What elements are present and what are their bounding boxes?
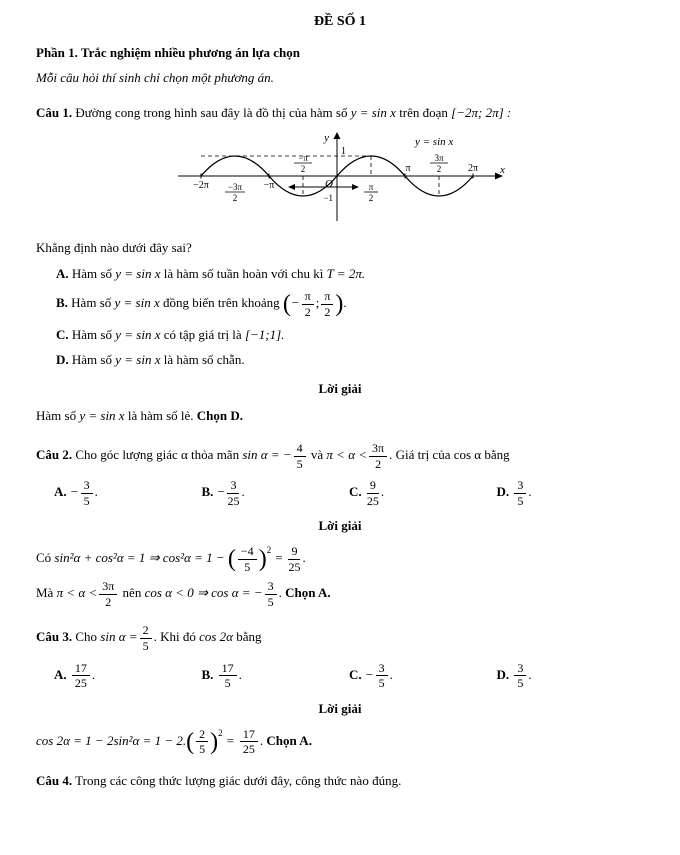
q3-intro-math: cos 2α <box>199 629 233 645</box>
option-math: y = sin x <box>114 295 160 311</box>
tick-neg-2pi: −2π <box>193 179 209 191</box>
fraction <box>240 728 258 756</box>
option-text: đồng biến trên khoảng <box>163 295 280 311</box>
frac-num: π <box>321 290 333 305</box>
q1-option-b <box>56 290 644 318</box>
frac-den: 5 <box>83 493 90 508</box>
period: . <box>389 666 393 682</box>
solution-math: π < α < <box>56 585 98 601</box>
fraction <box>367 479 379 507</box>
period: . <box>302 550 306 566</box>
frac-num: −π <box>298 152 308 163</box>
q1-solution-heading: Lời giải <box>318 381 362 397</box>
solution-math: = <box>225 732 235 748</box>
interval-arrow-right <box>352 184 359 190</box>
q2-solution-line2 <box>36 580 644 608</box>
tick-3pi-2 <box>430 153 448 174</box>
period: . <box>528 666 532 682</box>
frac-num: 3 <box>514 662 526 677</box>
period: . <box>380 484 385 500</box>
solution-math: cos α < 0 ⇒ cos α = − <box>144 585 263 601</box>
period: . <box>91 666 96 682</box>
frac-num: 3 <box>514 479 526 494</box>
origin-label: O <box>325 177 333 190</box>
fraction <box>294 442 306 470</box>
period: . <box>278 585 282 601</box>
frac-num: 3 <box>376 662 388 677</box>
sine-graph <box>36 130 644 232</box>
q1-intro-math: y = sin x <box>350 104 396 120</box>
frac-num: π <box>368 181 374 192</box>
q1-option-d <box>56 351 644 370</box>
frac-den: 5 <box>296 456 303 471</box>
frac-den: 2 <box>304 304 311 319</box>
frac-den: 2 <box>300 163 306 174</box>
q3-solution <box>36 727 644 756</box>
q1-solution <box>36 407 644 426</box>
fraction <box>219 662 237 690</box>
tick-pi-2 <box>364 182 378 203</box>
y-neg-one-label: −1 <box>323 192 333 203</box>
option-label: D. <box>496 484 510 500</box>
q2-solution-line1 <box>36 544 644 573</box>
q1-intro-interval: [−2π; 2π] : <box>451 104 512 120</box>
q1-intro-mid: trên đoạn <box>399 104 448 120</box>
part1-heading: Phần 1. Trắc nghiệm nhiều phương án lựa chọn <box>36 45 300 61</box>
solution-choice: Chọn D. <box>196 408 244 424</box>
period: . <box>238 666 242 682</box>
frac-den: 25 <box>288 559 301 574</box>
option-label: B. <box>201 484 214 500</box>
q2-options <box>36 479 644 507</box>
sign: − <box>364 666 374 682</box>
separator: ; <box>315 295 320 311</box>
q3-option-c <box>349 662 497 690</box>
sign: − <box>69 484 79 500</box>
fraction <box>227 479 239 507</box>
y-axis-label: y <box>324 131 329 144</box>
q2-intro-text: . Giá trị của cos α bằng <box>389 447 510 462</box>
minus-sign: − <box>290 295 300 311</box>
option-label: D. <box>496 666 510 682</box>
q3-label: Câu 3. <box>36 629 73 645</box>
frac-num: 3π <box>99 580 117 595</box>
solution-math: = <box>274 550 284 566</box>
q2-intro-text: Cho góc lượng giác α thỏa mãn <box>75 447 240 462</box>
q1-label: Câu 1. <box>36 104 73 120</box>
frac-den: 25 <box>227 493 240 508</box>
tick-pi: π <box>405 162 411 174</box>
fraction <box>369 442 387 470</box>
frac-den: 2 <box>105 594 112 609</box>
open-paren: ( <box>227 546 236 573</box>
frac-num: 3 <box>81 479 93 494</box>
q3-option-a <box>54 662 202 690</box>
solution-choice: Chọn A. <box>266 732 312 748</box>
frac-num: −3π <box>227 181 243 192</box>
period: . <box>94 484 98 500</box>
frac-num: π <box>302 290 314 305</box>
q3-intro-text: Cho <box>75 629 98 645</box>
fraction <box>99 580 117 608</box>
frac-den: 25 <box>242 742 255 757</box>
close-paren: ) <box>258 546 267 573</box>
q4-intro <box>36 772 644 791</box>
fraction <box>302 290 314 318</box>
q2-solution-heading: Lời giải <box>318 518 362 534</box>
frac-den: 5 <box>199 742 206 757</box>
frac-den: 5 <box>224 676 231 691</box>
fraction <box>265 580 277 608</box>
frac-den: 5 <box>517 493 524 508</box>
q2-intro-math: sin α = − <box>242 447 292 462</box>
fraction <box>196 728 208 756</box>
option-math: T = 2π. <box>326 265 366 281</box>
option-text: Hàm số <box>71 295 112 311</box>
fraction <box>514 662 526 690</box>
q2-option-c <box>349 479 497 507</box>
option-text: là hàm số chẵn. <box>163 352 245 368</box>
q1-question: Khẳng định nào dưới đây sai? <box>36 239 192 255</box>
q3-solution-heading: Lời giải <box>318 700 362 716</box>
frac-num: 3 <box>265 580 277 595</box>
fraction <box>321 290 333 318</box>
solution-text: là hàm số lẻ. <box>127 408 194 424</box>
frac-den: 25 <box>366 493 379 508</box>
period: . <box>528 484 532 500</box>
frac-num: 3π <box>369 442 387 457</box>
option-math: y = sin x <box>115 326 161 342</box>
q3-intro-math: sin α = <box>100 629 138 645</box>
frac-num: 3 <box>227 479 239 494</box>
q2-option-d <box>497 479 645 507</box>
q3-option-d <box>497 662 645 690</box>
fraction <box>140 624 152 652</box>
option-text: Hàm số <box>71 352 112 368</box>
sign: − <box>216 484 226 500</box>
frac-den: 25 <box>74 676 87 691</box>
frac-den: 2 <box>232 192 238 203</box>
frac-num: 9 <box>288 545 300 560</box>
q1-option-a <box>56 265 644 284</box>
frac-den: 5 <box>267 594 274 609</box>
solution-choice: Chọn A. <box>285 585 331 601</box>
frac-num: 17 <box>72 662 90 677</box>
frac-den: 5 <box>244 559 251 574</box>
option-math: y = sin x <box>115 352 161 368</box>
period: . <box>259 732 264 748</box>
q4-label: Câu 4. <box>36 772 73 788</box>
fraction <box>514 479 526 507</box>
option-text: Hàm số <box>71 326 112 342</box>
frac-den: 2 <box>368 192 374 203</box>
option-math: [−1;1]. <box>244 326 285 342</box>
frac-num: 9 <box>367 479 379 494</box>
q2-intro-text: và <box>310 447 324 462</box>
period: . <box>241 484 245 500</box>
q3-options <box>36 662 644 690</box>
option-label: C. <box>56 326 69 342</box>
option-label: A. <box>54 484 67 500</box>
tick-2pi: 2π <box>467 162 479 174</box>
q2-option-a <box>54 479 202 507</box>
exponent: 2 <box>218 727 223 738</box>
curve-label: y = sin x <box>415 135 454 148</box>
close-paren: ) <box>210 728 219 755</box>
fraction <box>72 662 90 690</box>
frac-num: −4 <box>238 545 257 560</box>
q2-intro-math: π < α < <box>326 447 368 462</box>
y-axis-arrow <box>334 132 341 139</box>
q3-option-b <box>202 662 350 690</box>
frac-num: 2 <box>196 728 208 743</box>
frac-num: 3π <box>434 152 444 163</box>
close-paren: ) <box>335 291 344 318</box>
q4-text: Trong các công thức lượng giác dưới đây, công thức nào đúng. <box>75 772 402 788</box>
tick-neg-3pi-2 <box>225 182 245 203</box>
q2-intro <box>36 442 644 470</box>
open-paren: ( <box>186 728 195 755</box>
frac-num: 17 <box>240 728 258 743</box>
solution-text: Mà <box>36 585 54 601</box>
frac-den: 5 <box>142 639 149 654</box>
q2-label: Câu 2. <box>36 447 73 462</box>
option-label: D. <box>56 352 69 368</box>
solution-math: y = sin x <box>79 408 125 424</box>
q3-intro-text: . Khi đó <box>153 629 196 645</box>
solution-text: Hàm số <box>36 408 77 424</box>
part1-note: Mỗi câu hỏi thí sinh chỉ chọn một phương án. <box>36 70 274 86</box>
option-text: Hàm số <box>71 265 112 281</box>
frac-den: 5 <box>378 676 385 691</box>
q2-option-b <box>202 479 350 507</box>
solution-math: sin²α + cos²α = 1 ⇒ cos²α = 1 − <box>54 550 225 566</box>
interval-arrow-left <box>288 184 295 190</box>
period: . <box>343 295 347 311</box>
solution-text: nên <box>122 585 142 601</box>
page-title: ĐỀ SỐ 1 <box>313 14 367 29</box>
q3-intro-text: bằng <box>236 629 262 645</box>
fraction <box>81 479 93 507</box>
q1-intro <box>36 104 644 123</box>
q1-option-c <box>56 326 644 345</box>
frac-num: 2 <box>140 624 152 639</box>
y-one-label: 1 <box>341 145 346 157</box>
open-paren: ( <box>282 291 291 318</box>
fraction <box>238 545 257 573</box>
exponent: 2 <box>266 545 272 556</box>
option-math: y = sin x <box>115 265 161 281</box>
frac-den: 2 <box>436 163 442 174</box>
fraction <box>288 545 300 573</box>
frac-num: 17 <box>219 662 237 677</box>
frac-den: 2 <box>375 456 382 471</box>
sine-curve-svg <box>172 130 508 226</box>
q1-intro-text: Đường cong trong hình sau đây là đồ thị của hàm số <box>75 104 348 120</box>
option-label: A. <box>54 666 67 682</box>
fraction <box>376 662 388 690</box>
option-label: B. <box>201 666 214 682</box>
option-label: B. <box>56 295 68 311</box>
frac-num: 4 <box>294 442 306 457</box>
solution-text: Có <box>36 550 52 566</box>
frac-den: 2 <box>324 304 331 319</box>
tick-neg-pi: −π <box>263 179 275 191</box>
q3-intro <box>36 624 644 652</box>
option-label: A. <box>56 265 69 281</box>
option-text: là hàm số tuần hoàn với chu kì <box>163 265 324 281</box>
frac-den: 5 <box>517 676 524 691</box>
option-label: C. <box>349 666 362 682</box>
solution-math: cos 2α = 1 − 2sin²α = 1 − 2. <box>36 732 187 748</box>
option-text: có tập giá trị là <box>163 326 242 342</box>
x-axis-label: x <box>500 163 505 176</box>
option-label: C. <box>349 484 362 500</box>
